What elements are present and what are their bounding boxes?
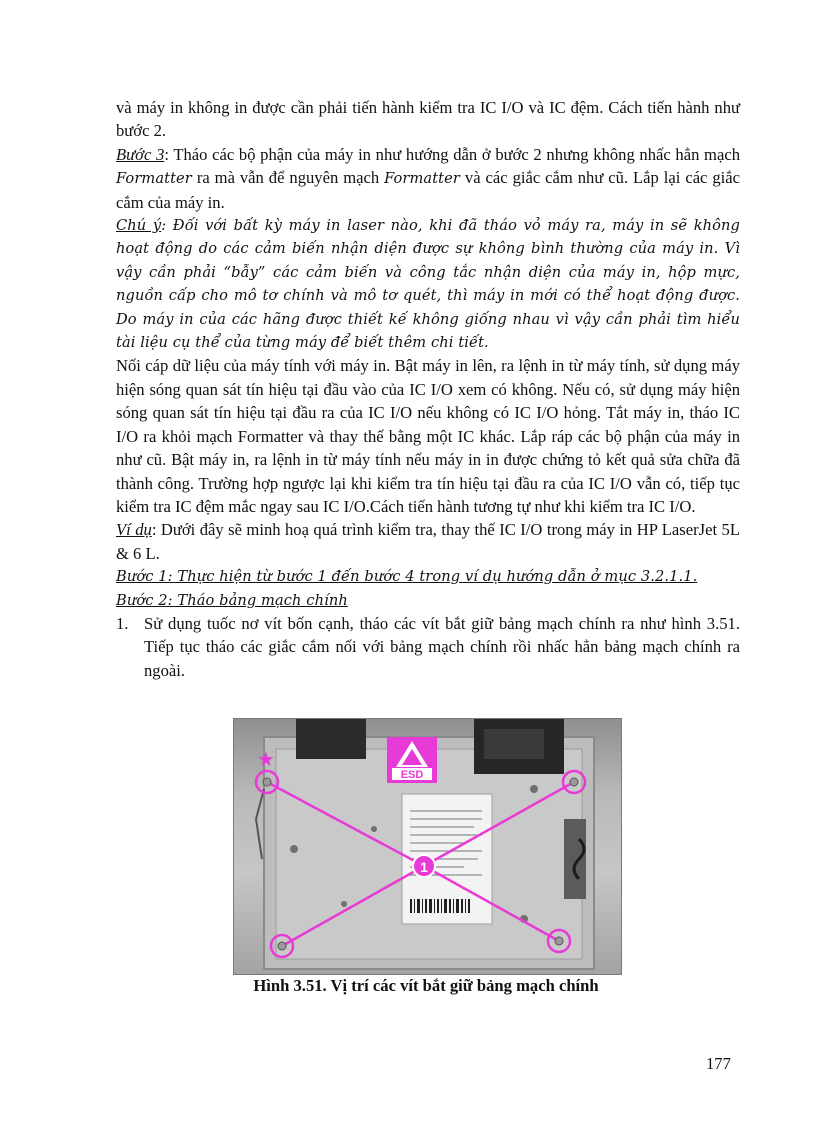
callout-number: 1 — [420, 859, 428, 875]
paragraph-example: Ví dụ: Dưới đây sẽ minh hoạ quá trình kiểm tra, thay thế IC I/O trong máy in HP LaserJet 5L & 6 L. — [116, 520, 740, 563]
list-item-text: Sử dụng tuốc nơ vít bốn cạnh, tháo các vít bắt giữ bảng mạch chính ra như hình 3.51. Tiếp tục tháo các giắc cắm nối với bảng mạch chính rồi nhấc hẳn bảng mạch chính ra ngoài. — [144, 613, 740, 680]
list-item — [116, 612, 740, 682]
page-number: 177 — [706, 1054, 731, 1073]
body-text — [116, 96, 740, 682]
note-label: Chú ý — [116, 217, 162, 235]
step3-label: Bước 3 — [116, 144, 165, 164]
star-icon: ★ — [257, 747, 275, 771]
paragraph-procedure: Nối cáp dữ liệu của máy tính với máy in. Bật máy in lên, ra lệnh in từ máy tính, sử dụng máy hiện sóng quan sát tín hiệu tại đầu vào của IC I/O xem có không. Nếu có, sử dụng máy hiện sóng quan sát tín hiệu tại đầu ra của IC I/O nếu không có IC I/O hỏng. Tắt máy in, tháo IC I/O ra khỏi mạch Formatter và thay thế bằng một IC khác. Lắp ráp các bộ phận của máy in như cũ. Bật máy in, ra lệnh in từ máy tính nếu máy in in được chứng tỏ kết quả sửa chữa đã thành công. Trường hợp ngược lại khi kiểm tra tín hiệu tại đầu ra của IC I/O vẫn có, tiếp tục kiểm tra IC đệm mắc ngay sau IC I/O.Cách tiến hành tương tự như khi kiểm tra IC I/O. — [116, 356, 740, 516]
step1-heading: Bước 1: Thực hiện từ bước 1 đến bước 4 trong ví dụ hướng dẫn ở mục 3.2.1.1. — [116, 568, 698, 586]
printer-board-illustration — [234, 719, 621, 974]
example-label: Ví dụ — [116, 520, 152, 540]
list-number: 1. — [116, 613, 129, 633]
step2-heading: Bước 2: Tháo bảng mạch chính — [116, 591, 348, 609]
figure-printer-board — [233, 718, 622, 975]
paragraph-intro: và máy in không in được cần phải tiến hành kiểm tra IC I/O và IC đệm. Cách tiến hành như bước 2. — [116, 98, 740, 141]
paragraph-step3: Bước 3: Tháo các bộ phận của máy in như hướng dẫn ở bước 2 nhưng không nhấc hẳn mạch Formatter ra mà vẫn để nguyên mạch Formatter và các giắc cắm như cũ. Lắp lại các giắc cắm của máy in. — [116, 144, 741, 212]
note-paragraph: Chú ý: Đối với bất kỳ máy in laser nào, khi đã tháo vỏ máy ra, máy in sẽ không hoạt động do các cảm biến nhận diện được sự không bình thường của máy in. Vì vậy cần phải “bẫy” các cảm biến và công tắc nhận diện của máy in, hộp mực, nguồn cấp cho mô tơ chính và mô tơ quét, thì máy in mới có thể hoạt động được. Do máy in của các hãng được thiết kế không giống nhau vì vậy cần phải tìm hiểu tài liệu cụ thể của từng máy để biết thêm chi tiết. — [116, 217, 740, 352]
figure-caption: Hình 3.51. Vị trí các vít bắt giữ bảng mạch chính — [253, 976, 599, 995]
esd-label: ESD — [400, 769, 424, 781]
